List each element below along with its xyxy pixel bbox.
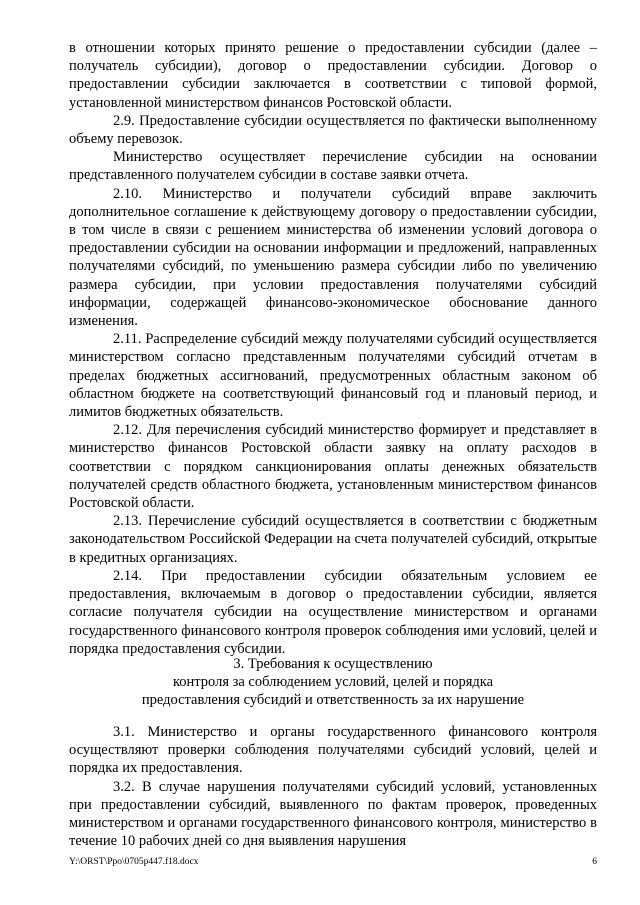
page-footer [69,856,597,868]
section-3-heading [69,655,597,710]
page-number: 6 [592,857,597,867]
section-heading-line-1: 3. Требования к осуществлению [233,656,433,672]
paragraph-2-13: 2.13. Перечисление субсидий осуществляется в соответствии с бюджетным законодательством Российской Федерации на счета получателей субсидий, открытые в кредитных организациях. [69,513,597,566]
paragraph-continuation: в отношении которых принято решение о предоставлении субсидии (далее – получатель субсидии), договор о предоставлении субсидии. Договор о предоставлении субсидии заключается в соответствии с типовой формой, установленной министерством финансов Ростовской области. [69,40,597,111]
section-heading-line-2: контроля за соблюдением условий, целей и порядка [172,674,494,691]
paragraph-2-9: 2.9. Предоставление субсидии осуществляется по фактически выполненному объему перевозок. [69,112,597,148]
footer-file-path: Y:\ORST\Ppo\0705p447.f18.docx [69,857,199,867]
paragraph-3-2: 3.2. В случае нарушения получателями субсидий условий, установленных при предоставлении субсидий, выявленного по фактам проверок, проведенных министерством и органами государственного финансового контроля, министерство в течение 10 рабочих дней со дня выявления нарушения [69,778,597,850]
paragraph-3-1: 3.1. Министерство и органы государственного финансового контроля осуществляют проверки соблюдения получателями субсидий условий, целей и порядка их предоставления. [69,724,597,777]
paragraph-2-14: 2.14. При предоставлении субсидии обязательным условием ее предоставления, включаемым в договор о предоставлении субсидии, является согласие получателя субсидии на осуществление министерством и органами государственного финансового контроля проверок соблюдения ими условий, целей и порядка предоставления субсидии. [69,567,597,657]
section-3-body [69,723,597,850]
section-heading-line-3: предоставления субсидий и ответственность за их нарушение [141,692,525,709]
paragraph-2-12: 2.12. Для перечисления субсидий министерство формирует и представляет в министерство финансов Ростовской области заявку на оплату расходов в соответствии с порядком санкционирования оплаты денежных обязательств получателей средств областного бюджета, установленным министерством финансов Ростовской области. [69,422,597,512]
paragraph-2-10: 2.10. Министерство и получатели субсидий вправе заключить дополнительное соглашение к действующему договору о предоставлении субсидии, в том числе в связи с решением министерства об изменении условий договора о предоставлении субсидии на основании информации и предложений, направленных получателями субсидий, по уменьшению размера субсидии либо по увеличению размера субсидии, при условии предоставления получателями субсидий информации, содержащей финансово-экономическое обоснование данного изменения. [69,185,597,330]
paragraph-2-11: 2.11. Распределение субсидий между получателями субсидий осуществляется министерством согласно представленным получателями субсидий отчетам в пределах бюджетных ассигнований, предусмотренных областным законом об областном бюджете на соответствующий финансовый год и плановый период, и лимитов бюджетных обязательств. [69,331,597,421]
paragraph-2-9-transfer: Министерство осуществляет перечисление субсидии на основании представленного получателем субсидии в составе заявки отчета. [69,149,597,184]
document-body [69,39,597,658]
